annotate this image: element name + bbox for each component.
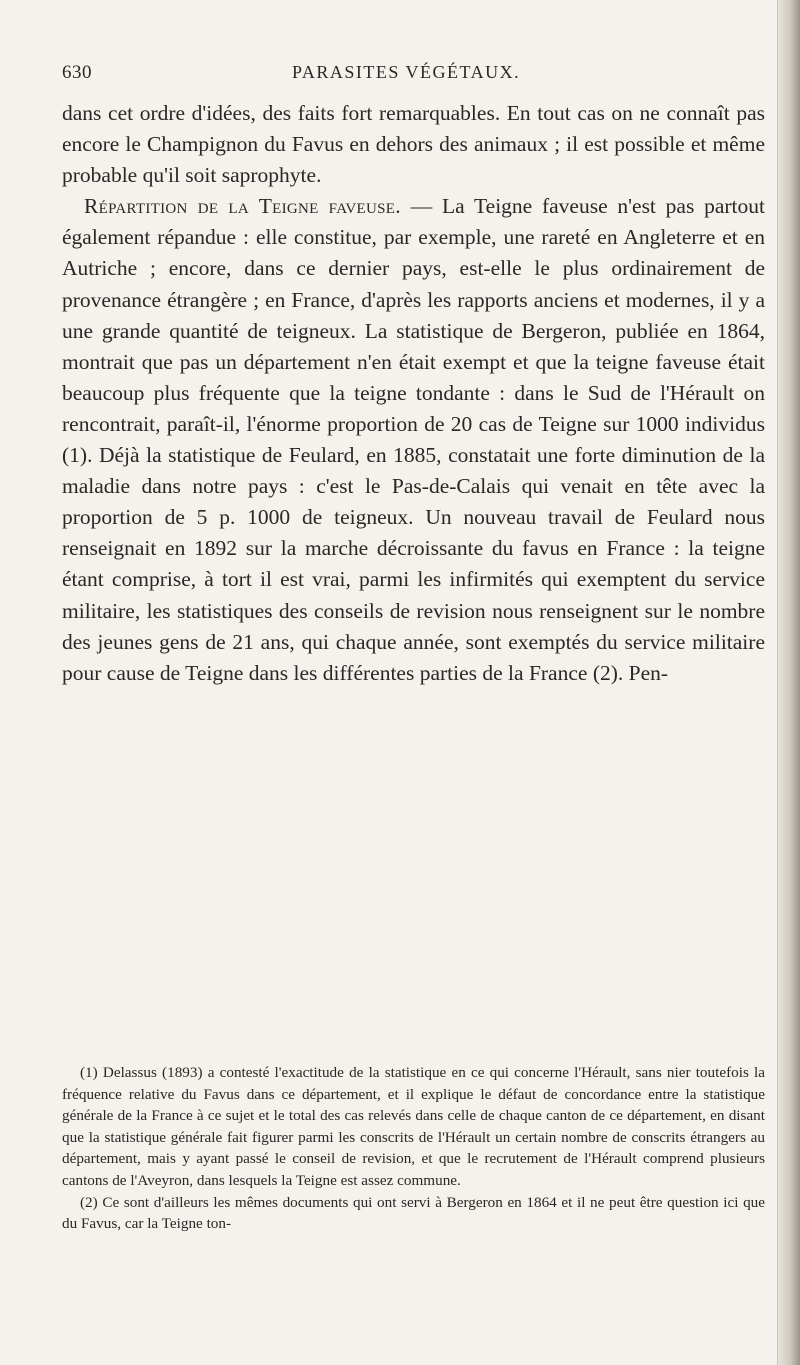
footnotes [62, 1062, 765, 1235]
paragraph-2 [62, 191, 765, 689]
page-number: 630 [62, 62, 92, 83]
page-edge [778, 0, 800, 1365]
main-text [62, 98, 765, 689]
footnote-2: (2) Ce sont d'ailleurs les mêmes documents qui ont servi à Bergeron en 1864 et il ne peut être question ici que du Favus, car la Teigne ton- [62, 1193, 765, 1233]
page-header [62, 62, 762, 90]
paragraph-2-text: — La Teigne faveuse n'est pas partout également répandue : elle constitue, par exemple, une rareté en Angleterre et en Autriche ; encore, dans ce dernier pays, est-elle le plus ordinairement de provenance étrangère ; en France, d'après les rapports anciens et modernes, il y a une grande quantité de teigneux. La statistique de Bergeron, publiée en 1864, montrait que pas un département n'en était exempt et que la teigne faveuse était beaucoup plus fréquente que la teigne tondante : dans le Sud de l'Hérault on rencontrait, paraît-il, l'énorme proportion de 20 cas de Teigne sur 1000 individus (1). Déjà la statistique de Feulard, en 1885, constatait une forte diminution de la maladie dans notre pays : c'est le Pas-de-Calais qui venait en tête avec la proportion de 5 p. 1000 de teigneux. Un nouveau travail de Feulard nous renseignait en 1892 sur la marche décroissante du favus en France : la teigne étant comprise, à tort il est vrai, parmi les infirmités qui exemptent du service militaire, les statistiques des conseils de revision nous renseignent sur le nombre des jeunes gens de 21 ans, qui chaque année, sont exemptés du service militaire pour cause de Teigne dans les différentes parties de la France (2). Pen- [62, 194, 765, 685]
paragraph-1: dans cet ordre d'idées, des faits fort remarquables. En tout cas on ne connaît pas encore le Champignon du Favus en dehors des animaux ; il est possible et même probable qu'il soit saprophyte. [62, 101, 765, 188]
section-heading: Répartition de la Teigne faveuse. [84, 194, 401, 219]
running-head: PARASITES VÉGÉTAUX. [292, 62, 521, 82]
footnote-1: (1) Delassus (1893) a contesté l'exactitude de la statistique en ce qui concerne l'Hérault, sans nier toutefois la fréquence relative du Favus dans ce département, et il explique le défaut de concordance entre la statistique générale de la France à ce sujet et le total des cas relevés dans celle de chaque canton de ce département, en disant que la statistique générale fait figurer parmi les conscrits de l'Hérault un certain nombre de conscrits étrangers au département, mais y ayant passé le conseil de revision, et que le recrutement de l'Hérault comprend plusieurs cantons de l'Aveyron, dans lesquels la Teigne est assez commune. [62, 1064, 765, 1189]
